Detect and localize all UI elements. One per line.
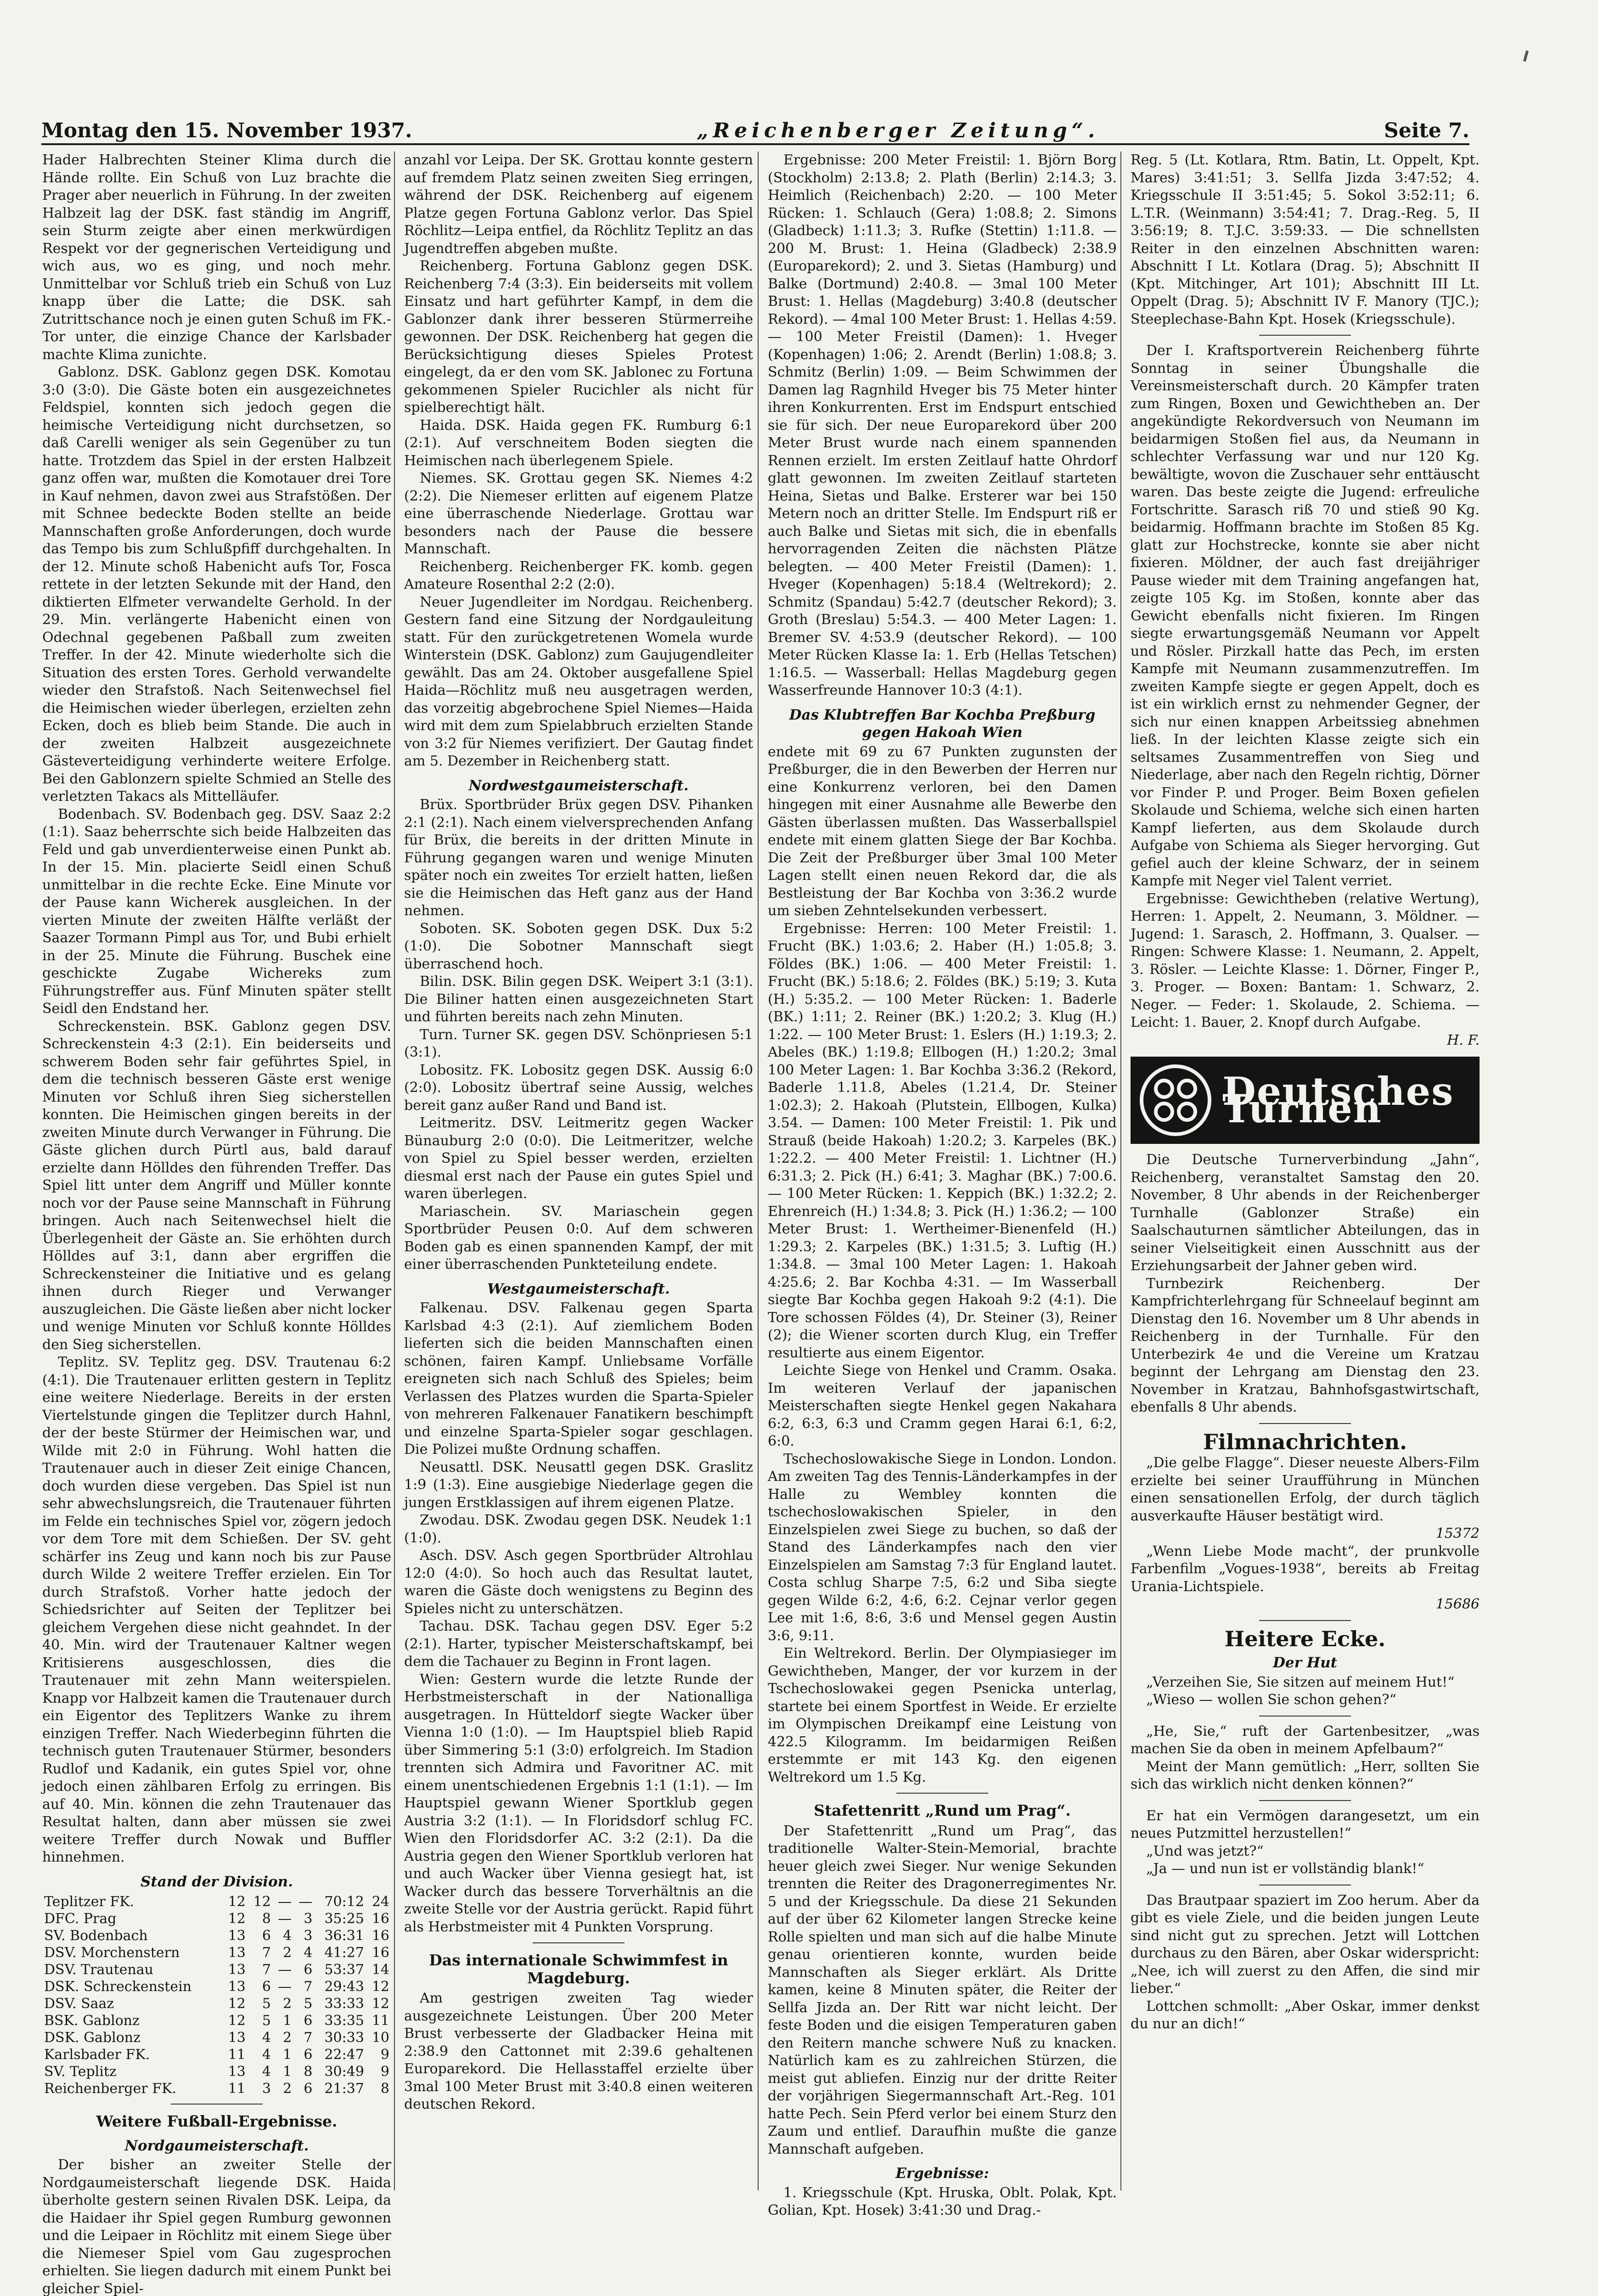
article-text: Am gestrigen zweiten Tag wieder ausgezeichnete Leistungen. Über 200 Meter Brust verbesserte der Gladbacker Heina mit 2:38.9 den Cattonnet mit 2:39.6 gehaltenen Europarekord. Die Hellasstaffel erzielte über 3mal 100 Meter Brust mit 3:40.8 einen weiteren deutschen Rekord. xyxy=(404,1990,753,2112)
division-table xyxy=(42,1893,391,2097)
article-text: Brüx. Sportbrüder Brüx gegen DSV. Pihanken 2:1 (2:1). Nach einem vielversprechenden Anfang für Brüx, die bereits in der dritten Minute in Führung gegangen waren und wenige Minuten später noch ein zweites Tor erzielt hatten, ließen sie die Heimischen das Heft ganz aus der Hand nehmen. xyxy=(404,797,753,919)
table-row xyxy=(42,2012,391,2029)
article-text: Schreckenstein. BSK. Gablonz gegen DSV. Schreckenstein 4:3 (2:1). Ein beiderseits und schwerem Boden sehr fair geführtes Spiel, in dem die technisch besseren Gäste erst wenige Minuten vor Schluß ihren Sieg sicherstellen konnten. Die Heimischen gingen bereits in der zweiten Minute durch Verwanger in Führung. Die Gäste glichen durch Pürtl aus, bald darauf erzielte dann Hölldes den führenden Treffer. Das Spiel litt unter dem Angriff und Müller konnte noch vor der Pause seine Mannschaft in Führung bringen. Auch nach Seitenwechsel hielt die Überlegenheit der Gäste an. Sie erhöhten durch Hölldes auf 3:1, dann aber ergriffen die Schreckensteiner die Initiative und es gelang ihnen durch Rieger und Verwanger auszugleichen. Die Gäste ließen aber nicht locker und wenige Minuten vor Schluß konnte Hölldes den Sieg sicherstellen. xyxy=(42,1018,391,1353)
ad-number: 15372 xyxy=(1435,1525,1480,1542)
table-cell: 21:37 xyxy=(324,2081,364,2097)
article-text: Zwodau. DSK. Zwodau gegen DSK. Neudek 1:1 (1:0). xyxy=(404,1512,753,1546)
table-cell: 35:25 xyxy=(324,1911,364,1927)
team-name: DSV. Morchenstern xyxy=(44,1945,180,1961)
team-name: BSK. Gablonz xyxy=(44,2013,140,2029)
article-text: Lobositz. FK. Lobositz gegen DSK. Aussig 6:0 (2:0). Lobositz übertraf seine Aussig, welches bereit ganz außer Rand und Band ist. xyxy=(404,1062,753,1114)
section-subheading: Das Klubtreffen Bar Kochba Preßburg gegen Hakoah Wien xyxy=(789,706,1096,741)
table-cell: 13 xyxy=(228,2064,246,2080)
team-name: DSK. Schreckenstein xyxy=(44,1979,192,1995)
article-text: Reg. 5 (Lt. Kotlara, Rtm. Batin, Lt. Oppelt, Kpt. Mares) 3:41:51; 3. Sellfa Jizda 3:47:52; 4. Kriegsschule II 3:51:45; 5. Sokol 3:52:11; 6. L.T.R. (Weinmann) 3:54:41; 7. Drag.-Reg. 5, II 3:56:19; 8. T.J.C. 3:59:33. — Die schnellsten Reiter in den einzelnen Abschnitten waren: Abschnitt I Lt. Kotlara (Drag. 5); Abschnitt II (Kpt. Mitchinger, Art 101); Abschnitt III Lt. Oppelt (Drag. 5); Abschnitt IV F. Manory (TJC.); Steeplechase-Bahn Kpt. Hosek (Kriegsschule). xyxy=(1131,152,1480,327)
separator xyxy=(171,2104,263,2105)
table-cell: 13 xyxy=(228,1962,246,1978)
deutsches-turnen-banner xyxy=(1131,1057,1480,1144)
article-text: Falkenau. DSV. Falkenau gegen Sparta Karlsbad 4:3 (2:1). Auf ziemlichem Boden lieferten sich die beiden Mannschaften einen schönen, fairen Kampf. Unliebsame Vorfälle ereigneten sich nach Schluß des Spieles; beim Verlassen des Platzes wurden die Sparta-Spieler von mehreren Falkenauer Fanatikern beschimpft und einzelne Sparta-Spieler sogar geschlagen. Die Polizei mußte Ordnung schaffen. xyxy=(404,1300,753,1458)
section-heading: Stafettenritt „Rund um Prag“. xyxy=(814,1801,1071,1819)
table-cell: 1 xyxy=(283,2047,292,2063)
table-cell: 6 xyxy=(262,1928,271,1944)
table-row xyxy=(42,1927,391,1944)
table-cell: 12 xyxy=(253,1894,271,1910)
table-cell: 3 xyxy=(304,1928,313,1944)
table-cell: 13 xyxy=(228,1928,246,1944)
banner-title: Deutsches Turnen xyxy=(1222,1068,1454,1131)
article-text: Teplitz. SV. Teplitz geg. DSV. Trautenau 6:2 (4:1). Die Trautenauer erlitten gestern in Teplitz eine weitere Niederlage. Bereits in der ersten Viertelstunde gingen die Teplitzer durch Hahnl, der der beste Stürmer der Heimischen war, und Wilde mit 2:0 in Führung. Wohl hatten die Trautenauer auch in dieser Zeit einige Chancen, doch wurden diese vergeben. Das Spiel ist nun sehr abwechslungsreich, die Trautenauer führten im Felde ein technisches Spiel vor, zögern jedoch vor dem Tore mit dem Schießen. Der SV. geht schärfer ins Zeug und kann noch bis zur Pause durch Wilde 2 weitere Treffer erzielen. Ein Tor durch Strafstoß. Vorher hatte jedoch der Schiedsrichter auf Seiten der Teplitzer bei gleichem Vergehen diese nicht geahndet. In der 40. Min. wird der Trautenauer Kaltner wegen Kritisierens ausgeschlossen, dies die Trautenauer mit zehn Mann weiterspielen. Knapp vor Halbzeit kamen die Trautenauer durch ein Eigentor des Teplitzers Wanke zu ihrem einzigen Treffer. Nach Wiederbeginn führten die technisch guten Trautenauer Stürmer, besonders Rudlof und Kadanik, ein gutes Spiel vor, ohne jedoch einen zählbaren Erfolg zu erringen. Bis auf 40. Min. können die zehn Trautenauer das Resultat halten, dann aber müssen sie zwei weitere Treffer durch Nowak und Buffler hinnehmen. xyxy=(42,1354,391,1865)
article-text: Ergebnisse: 200 Meter Freistil: 1. Björn Borg (Stockholm) 2:13.8; 2. Plath (Berlin) 2:14.3; 3. Heimlich (Reichenbach) 2:20. — 100 Meter Rücken: 1. Schlauch (Gera) 1:08.8; 2. Simons (Gladbeck) 1:11.3; 3. Rufke (Stettin) 1:11.8. — 200 M. Brust: 1. Heina (Gladbeck) 2:38.9 (Europarekord); 2. und 3. Sietas (Hamburg) und Balke (Dortmund) 2:40.8. — 3mal 100 Meter Brust: 1. Hellas (Magdeburg) 3:40.8 (deutscher Rekord). — 4mal 100 Meter Brust: 1. Hellas 4:59. — 100 Meter Freistil (Damen): 1. Hveger (Kopenhagen) 1:06; 2. Arendt (Berlin) 1:08.8; 3. Schmitz (Berlin) 1:09. — Beim Schwimmen der Damen lag Ragnhild Hveger bis 75 Meter hinter ihren Konkurrenten. Erst im Endspurt entschied sie für sich. Der neue Europarekord über 200 Meter Brust wurde nach einem spannenden Rennen erzielt. Im ersten Zeitlauf hatte Ohrdorf glatt gewonnen. Im zweiten Zeitlauf starteten Heina, Sietas und Balke. Ersterer war bei 150 Metern noch an dritter Stelle. Im Endspurt riß er auch Balke und Sietas mit sich, die in ebenfalls hervorragenden Zeiten die nächsten Plätze belegten. — 400 Meter Freistil (Damen): 1. Hveger (Kopenhagen) 5:18.4 (Weltrekord); 2. Schmitz (Spandau) 5:42.7 (deutscher Rekord); 3. Groth (Breslau) 5:54.3. — 400 Meter Lagen: 1. Bremer SV. 4:53.9 (deutscher Rekord). — 100 Meter Rücken Klasse Ia: 1. Erb (Hellas Tetschen) 1:16.5. — Wasserball: Hellas Magdeburg gegen Wasserfreunde Hannover 10:3 (4:1). xyxy=(768,152,1117,698)
article-text: 1. Kriegsschule (Kpt. Hruska, Oblt. Polak, Kpt. Golian, Kpt. Hosek) 3:41:30 und Drag.- xyxy=(768,2184,1117,2218)
page-number: Seite 7. xyxy=(1384,119,1469,142)
section-subheading: Der Hut xyxy=(1273,1654,1337,1671)
table-cell: 12 xyxy=(228,2013,246,2029)
table-cell: 24 xyxy=(371,1894,389,1910)
table-cell: 13 xyxy=(228,1979,246,1995)
table-cell: 41:27 xyxy=(324,1945,364,1961)
column-4 xyxy=(1131,152,1480,2209)
section-subheading: Ergebnisse: xyxy=(895,2165,989,2182)
table-cell: 6 xyxy=(262,1979,271,1995)
table-title: Stand der Division. xyxy=(140,1873,293,1890)
turner-cross-icon xyxy=(1140,1064,1211,1136)
separator xyxy=(1259,335,1351,336)
table-cell: 6 xyxy=(304,1962,313,1978)
article-text: Asch. DSV. Asch gegen Sportbrüder Altrohlau 12:0 (4:0). So hoch auch das Resultat lautet, waren die Gäste doch wenigstens zu Beginn des Spieles nicht zu unterschätzen. xyxy=(404,1548,753,1617)
joke-text: „Ja — und nun ist er vollständig blank!“ xyxy=(1146,1861,1424,1877)
joke-text: „Verzeihen Sie, Sie sitzen auf meinem Hut!“ xyxy=(1146,1674,1455,1690)
section-subheading: Nordgaumeisterschaft. xyxy=(124,2137,309,2154)
table-cell: 12 xyxy=(228,1996,246,2012)
section-subheading: Nordwestgaumeisterschaft. xyxy=(468,777,689,794)
table-cell: 16 xyxy=(371,1911,389,1927)
joke-text: „Und was jetzt?“ xyxy=(1146,1843,1264,1859)
article-text: anzahl vor Leipa. Der SK. Grottau konnte gestern auf fremdem Platz seinen zweiten Sieg erringen, während der DSK. Reichenberg auf eigenem Platze gegen Fortuna Gablonz verlor. Das Spiel Röchlitz—Leipa entfiel, da Röchlitz Teplitz an das Jugendtreffen abgeben mußte. xyxy=(404,152,753,257)
article-text: Neusattl. DSK. Neusattl gegen DSK. Graslitz 1:9 (1:3). Eine ausgiebige Niederlage gegen die jungen Erstklassigen auf ihrem eigenen Platze. xyxy=(404,1459,753,1511)
table-cell: 4 xyxy=(262,2064,271,2080)
article-text: „Die gelbe Flagge“. Dieser neueste Albers-Film erzielte bei seiner Uraufführung in München einen sensationellen Erfolg, der durch täglich ausverkaufte Häuser bestätigt wird. xyxy=(1131,1455,1480,1524)
table-cell: 11 xyxy=(228,2047,246,2063)
table-cell: 29:43 xyxy=(324,1979,364,1995)
table-cell: 14 xyxy=(371,1962,389,1978)
masthead xyxy=(41,106,1469,142)
article-text: Reichenberg. Reichenberger FK. komb. gegen Amateure Rosenthal 2:2 (2:0). xyxy=(404,558,753,592)
table-cell: 2 xyxy=(283,1945,292,1961)
team-name: DSV. Trautenau xyxy=(44,1962,153,1978)
joke-text: „Wieso — wollen Sie schon gehen?“ xyxy=(1146,1692,1396,1708)
section-heading: Heitere Ecke. xyxy=(1224,1626,1386,1651)
table-cell: 12 xyxy=(371,1979,389,1995)
table-cell: 33:33 xyxy=(324,1996,364,2012)
joke-text: Lottchen schmollt: „Aber Oskar, immer denkst du nur an dich!“ xyxy=(1131,1998,1480,2032)
table-cell: 6 xyxy=(304,2081,313,2097)
table-cell: — xyxy=(278,1979,292,1995)
article-text: Niemes. SK. Grottau gegen SK. Niemes 4:2 (2:2). Die Niemeser erlitten auf eigenem Platze eine überraschende Niederlage. Grottau war besonders nach der Pause die bessere Mannschaft. xyxy=(404,470,753,557)
section-subheading: Westgaumeisterschaft. xyxy=(487,1280,670,1297)
table-cell: 16 xyxy=(371,1945,389,1961)
table-row xyxy=(42,1944,391,1961)
article-text: Gablonz. DSK. Gablonz gegen DSK. Komotau 3:0 (3:0). Die Gäste boten ein ausgezeichnetes Feldspiel, konnten sich jedoch gegen die heimische Verteidigung nicht durchsetzen, so daß Carelli weniger als sein Gegenüber zu tun hatte. Trotzdem das Spiel in der ersten Halbzeit ganz offen war, mußten die Komotauer drei Tore in Kauf nehmen, davon zwei aus Strafstößen. Der mit Schnee bedeckte Boden stellte an beide Mannschaften große Anforderungen, doch wurde das Tempo bis zum Schlußpfiff durchgehalten. In der 12. Minute schoß Habenicht aufs Tor, Fosca rettete in der letzten Sekunde mit der Hand, den diktierten Elfmeter verwandelte Gerhold. In der 29. Min. verlängerte Habenicht einen von Odechnal gegebenen Paßball zum zweiten Treffer. In der 42. Minute wiederholte sich die Situation des ersten Tores. Gerhold verwandelte wieder den Strafstoß. Nach Seitenwechsel fiel die Heimischen wieder überlegen, erzielten zehn Ecken, doch es blieb beim Stande. Die auch in der zweiten Halbzeit ausgezeichnete Gästeverteidigung verhinderte weitere Erfolge. Bei den Gablonzern spielte Schmied an Stelle des verletzten Takacs als Mittelläufer. xyxy=(42,364,391,805)
table-row xyxy=(42,2046,391,2063)
table-cell: 7 xyxy=(262,1945,271,1961)
article-text: Die Deutsche Turnerverbindung „Jahn“, Reichenberg, veranstaltet Samstag den 20. November, 8 Uhr abends in der Reichenberger Turnhalle (Gablonzer Straße) ein Saalschauturnen sämtlicher Abteilungen, das in seiner Vielseitigkeit einen Ausschnitt aus der Erziehungsarbeit der Jahner geben wird. xyxy=(1131,1152,1480,1274)
table-cell: 2 xyxy=(283,1996,292,2012)
separator xyxy=(1259,1423,1351,1424)
article-text: Turn. Turner SK. gegen DSV. Schönpriesen 5:1 (3:1). xyxy=(404,1026,753,1060)
separator xyxy=(1259,1800,1351,1801)
author-initials: H. F. xyxy=(1447,1032,1480,1048)
table-cell: 53:37 xyxy=(324,1962,364,1978)
team-name: DSV. Saaz xyxy=(44,1996,114,2012)
masthead-rule xyxy=(41,143,1469,145)
article-text: endete mit 69 zu 67 Punkten zugunsten der Preßburger, die in den Bewerben der Herren nur eine Konkurrenz verloren, bei den Damen hingegen mit einer Ausnahme alle Bewerbe den Gästen überlassen mußten. Das Wasserballspiel endete mit einem glatten Siege der Bar Kochba. Die Zeit der Preßburger über 3mal 100 Meter Lagen stellt einen neuen Rekord dar, die als Bestleistung der Bar Kochba von 3:36.2 wurde um sieben Zehntelsekunden verbessert. xyxy=(768,743,1117,919)
article-text: Der I. Kraftsportverein Reichenberg führte Sonntag in seiner Übungshalle die Vereinsmeisterschaft durch. 20 Kämpfer traten zum Ringen, Boxen und Gewichtheben an. Der angekündigte Rekordversuch von Neumann im beidarmigen Stoßen fiel aus, da Neumann in schlechter Verfassung war und nur 120 Kg. bewältigte, wovon die Zuschauer sehr enttäuscht waren. Das beste zeigte die Jugend: erfreuliche Fortschritte. Sarasch riß 70 und stieß 90 Kg. beidarmig. Hoffmann brachte im Stoßen 85 Kg. glatt zur Hochstrecke, konnte sie aber nicht fixieren. Möldner, der auch fast dreijähriger Pause wieder mit dem Training angefangen hat, zeigte 105 Kg. im Stoßen, konnte aber das Gewicht ebenfalls nicht fixieren. Im Ringen siegte erwartungsgemäß Neumann vor Appelt und Rösler. Pirzkall hatte das Pech, im ersten Kampfe mit Neumann zusammenzutreffen. Im zweiten Kampfe siegte er gegen Appelt, doch es ist ein wirklich ernst zu nehmender Gegner, der sich nur einen knappen Arbeitssieg abnehmen ließ. In der leichten Klasse zeigte sich ein seltsames Zusammentreffen von Sieg und Niederlage, aber nach den Regeln richtig, Dörner vor Finder P. und Proger. Beim Boxen gefielen Skolaude und Schiema, welche sich einen harten Kampf lieferten, aus dem Skolaude durch Aufgabe von Schiema als Sieger hervorging. Gut gefiel auch der kleine Schwarz, der in seinem Kampfe mit Neger viel Talent verriet. xyxy=(1131,343,1480,889)
joke-text: „He, Sie,“ ruft der Gartenbesitzer, „was machen Sie da oben in meinem Apfelbaum?“ xyxy=(1131,1723,1480,1757)
article-text: Neuer Jugendleiter im Nordgau. Reichenberg. Gestern fand eine Sitzung der Nordgauleitung statt. Für den zurückgetretenen Womela wurde Winterstein (DSK. Gablonz) zum Gaujugendleiter gewählt. Das am 24. Oktober ausgefallene Spiel Haida—Röchlitz muß neu ausgetragen werden, das vorzeitig abgebrochene Spiel Niemes—Haida wird mit dem zum Spielabbruch erzielten Stande von 3:2 für Niemes verifiziert. Der Gautag findet am 5. Dezember in Reichenberg statt. xyxy=(404,594,753,769)
team-name: SV. Bodenbach xyxy=(44,1928,148,1944)
table-cell: — xyxy=(298,1894,313,1910)
ad-number: 15686 xyxy=(1435,1596,1480,1612)
article-text: Der Stafettenritt „Rund um Prag“, das traditionelle Walter-Stein-Memorial, brachte heuer gleich zwei Sieger. Nur wenige Sekunden trennten die Reiter des Dragonerregimentes Nr. 5 und der Kriegsschule. Da diese 21 Sekunden auf der über 62 Kilometer langen Strecke keine Rolle spielten und man sich auf die halbe Minute genau orientieren konnte, wurden beide Mannschaften als Sieger erklärt. Als Dritte kamen, keine 8 Minuten später, die Reiter der Sellfa Jizda an. Der Ritt war nicht leicht. Der feste Boden und die eisigen Temperaturen gaben den Reitern manche schwere Nuß zu knacken. Natürlich kam es zu zahlreichen Stürzen, die meist gut abliefen. Einzig nur der dritte Reiter der vorjährigen Siegermannschaft Art.-Reg. 101 hatte Pech. Sein Pferd verlor bei einem Sturz den Zaum und entlief. Daraufhin mußte die ganze Mannschaft aufgeben. xyxy=(768,1823,1117,2157)
table-cell: 7 xyxy=(262,1962,271,1978)
column-rule xyxy=(758,152,759,2190)
table-cell: 30:33 xyxy=(324,2030,364,2046)
separator xyxy=(533,1942,625,1943)
table-cell: 9 xyxy=(380,2047,389,2063)
article-text: Hader Halbrechten Steiner Klima durch die Hände rollte. Ein Schuß von Luz brachte die Prager aber neuerlich in Führung. In der zweiten Halbzeit lag der DSK. fast ständig im Angriff, sein Sturm zeigte aber einen merkwürdigen Respekt vor der gegnerischen Verteidigung und wich aus, wo es ging, und noch mehr. Unmittelbar vor Schluß trieb ein Schuß von Luz knapp über die Latte; die DSK. sah Zutrittschance noch je einen guten Schuß im FK.-Tor unter, die einzige Chance der Karlsbader machte Klima zunichte. xyxy=(42,152,391,363)
table-row xyxy=(42,2029,391,2046)
table-cell: 30:49 xyxy=(324,2064,364,2080)
table-cell: — xyxy=(278,1911,292,1927)
issue-date: Montag den 15. November 1937. xyxy=(41,119,412,142)
joke-text: Das Brautpaar spaziert im Zoo herum. Aber da gibt es viele Ziele, und die beiden jungen Leute sind nicht gut zu sprechen. Jetzt will Lottchen durchaus zu den Bären, aber Oskar widerspricht: „Nee, ich will zuerst zu den Affen, die sind mir lieber.“ xyxy=(1131,1892,1480,1997)
column-rule xyxy=(394,152,395,2190)
column-rule xyxy=(1120,152,1121,2190)
article-text: Haida. DSK. Haida gegen FK. Rumburg 6:1 (2:1). Auf verschneitem Boden siegten die Heimischen nach überlegenem Spiele. xyxy=(404,417,753,469)
table-cell: 1 xyxy=(283,2013,292,2029)
article-text: Mariaschein. SV. Mariaschein gegen Sportbrüder Peusen 0:0. Auf dem schweren Boden gab es einen spannenden Kampf, der mit einer überraschenden Punkteteilung endete. xyxy=(404,1203,753,1272)
article-text: Reichenberg. Fortuna Gablonz gegen DSK. Reichenberg 7:4 (3:3). Ein beiderseits mit vollem Einsatz und hart geführter Kampf, in dem die Gablonzer dank ihrer besseren Stürmerreihe gewonnen. Der DSK. Reichenberg hat gegen die Berücksichtigung dieses Spieles Protest eingelegt, da er den vom SK. Jablonec zu Fortuna gekommenen Spieler Rucichler als nicht für spielberechtigt hält. xyxy=(404,258,753,416)
table-cell: 2 xyxy=(283,2081,292,2097)
table-cell: 13 xyxy=(228,2030,246,2046)
section-heading: Filmnachrichten. xyxy=(1203,1429,1407,1454)
table-cell: 12 xyxy=(371,1996,389,2012)
article-text: Der bisher an zweiter Stelle der Nordgaumeisterschaft liegende DSK. Haida überholte gestern seinen Rivalen DSK. Leipa, da die Haidaer ihr Spiel gegen Rumburg gewonnen und die Leipaer in Röchlitz mit einem Siege über die Niemeser Spiel vom Gau zugesprochen erhielten. Sie liegen dadurch mit einem Punkt bei gleicher Spiel- xyxy=(42,2157,391,2296)
table-cell: 5 xyxy=(262,2013,271,2029)
separator xyxy=(896,1793,988,1794)
table-cell: — xyxy=(278,1962,292,1978)
table-cell: 12 xyxy=(228,1894,246,1910)
table-cell: 5 xyxy=(304,1996,313,2012)
table-cell: 7 xyxy=(304,2030,313,2046)
article-text: Bilin. DSK. Bilin gegen DSK. Weipert 3:1 (3:1). Die Biliner hatten einen ausgezeichneten Start und führten bereits nach zehn Minuten. xyxy=(404,974,753,1025)
table-cell: 2 xyxy=(283,2030,292,2046)
table-cell: 8 xyxy=(380,2081,389,2097)
table-row xyxy=(42,2080,391,2097)
table-cell: 6 xyxy=(304,2047,313,2063)
team-name: Karlsbader FK. xyxy=(44,2047,150,2063)
table-cell: 11 xyxy=(228,2081,246,2097)
table-row xyxy=(42,1978,391,1995)
article-text: Ein Weltrekord. Berlin. Der Olympiasieger im Gewichtheben, Manger, der vor kurzem in der Tschechoslowakei gegen Psenicka unterlag, startete bei einem Sportfest in Weide. Er erzielte im Olympischen Dreikampf eine Leistung von 422.5 Kilogramm. Im beidarmigen Reißen erstemmte er mit 143 Kg. den eigenen Weltrekord um 1.5 Kg. xyxy=(768,1645,1117,1785)
article-text: Leitmeritz. DSV. Leitmeritz gegen Wacker Bünauburg 2:0 (0:0). Die Leitmeritzer, welche von Spiel zu Spiel besser werden, erzielten diesmal erst nach der Pause ein gutes Spiel und waren überlegen. xyxy=(404,1115,753,1202)
team-name: DFC. Prag xyxy=(44,1911,117,1927)
section-heading: Das internationale Schwimmfest in Magdeburg. xyxy=(429,1951,728,1987)
table-cell: 5 xyxy=(262,1996,271,2012)
table-cell: 3 xyxy=(304,1911,313,1927)
table-cell: 6 xyxy=(304,2013,313,2029)
article-text: Leichte Siege von Henkel und Cramm. Osaka. Im weiteren Verlauf der japanischen Meisterschaften siegte Henkel gegen Nakahara 6:2, 6:3, 6:3 und Cramm gegen Harai 6:1, 6:2, 6:0. xyxy=(768,1362,1117,1449)
article-text: Tschechoslowakische Siege in London. London. Am zweiten Tag des Tennis-Länderkampfes in der Halle zu Wembley konnten die tschechoslowakischen Spieler, in den Einzelspielen zwei Siege zu buchen, so daß der Stand des Länderkampfes nach den vier Einzelspielen am Samstag 7:3 für England lautet. Costa schlug Sharpe 7:5, 6:2 und Siba siegte gegen Wilde 6:2, 4:6, 6:2. Cejnar verlor gegen Lee mit 1:6, 8:6, 3:6 und Mensel gegen Austin 3:6, 9:11. xyxy=(768,1451,1117,1644)
team-name: Teplitzer FK. xyxy=(44,1894,135,1910)
table-cell: — xyxy=(278,1894,292,1910)
joke-text: Meint der Mann gemütlich: „Herr, sollten Sie sich das wirklich nicht denken können?“ xyxy=(1131,1758,1480,1792)
table-cell: 8 xyxy=(262,1911,271,1927)
table-row xyxy=(42,1893,391,1910)
table-cell: 4 xyxy=(262,2047,271,2063)
article-text: Soboten. SK. Soboten gegen DSK. Dux 5:2 (1:0). Die Sobotner Mannschaft siegt überraschend hoch. xyxy=(404,920,753,972)
table-cell: 33:35 xyxy=(324,2013,364,2029)
table-cell: 12 xyxy=(228,1911,246,1927)
table-cell: 7 xyxy=(304,1979,313,1995)
column-3 xyxy=(768,152,1117,2218)
article-text: Ergebnisse: Herren: 100 Meter Freistil: 1. Frucht (BK.) 1:03.6; 2. Haber (H.) 1:05.8; 3. Földes (BK.) 1:06. — 400 Meter Freistil: 1. Frucht (BK.) 5:18.6; 2. Földes (BK.) 5:19; 3. Kuta (H.) 5:35.2. — 100 Meter Rücken: 1. Baderle (BK.) 1:11; 2. Reiner (BK.) 1:20.2; 3. Klug (H.) 1:22. — 100 Meter Brust: 1. Eslers (H.) 1:19.3; 2. Abeles (BK.) 1:19.8; Ellbogen (H.) 1:20.2; 3mal 100 Meter Lagen: 1. Bar Kochba 3:36.2 (Rekord, Baderle 1.11.8, Abeles (1.21.4, Dr. Steiner 1:02.3); 2. Hakoah (Plutstein, Ellbogen, Kulka) 3.54. — Damen: 100 Meter Freistil: 1. Pik und Strauß (beide Hakoah) 1:20.2; 3. Karpeles (BK.) 1:22.2. — 400 Meter Freistil: 1. Lichtner (H.) 6:31.3; 2. Pick (H.) 6:41; 3. Maghar (BK.) 7:00.6. — 100 Meter Rücken: 1. Keppich (BK.) 1:32.2; 2. Ehrenreich (H.) 1:34.8; 3. Pick (H.) 1:36.2; — 100 Meter Brust: 1. Wertheimer-Bienenfeld (H.) 1:29.3; 2. Karpeles (BK.) 1:31.5; 3. Luftig (H.) 1:34.8. — 3mal 100 Meter Lagen: 1. Hakoah 4:25.6; 2. Bar Kochba 4:31. — Im Wasserball siegte Bar Kochba gegen Hakoah 9:2 (4:1). Die Tore schossen Földes (4), Dr. Steiner (3), Reiner (2); die Wiener scorten durch Klug, ein Treffer resultierte aus einem Eigentor. xyxy=(768,920,1117,1361)
team-name: SV. Teplitz xyxy=(44,2064,117,2080)
table-cell: 9 xyxy=(380,2064,389,2080)
article-text: Turnbezirk Reichenberg. Der Kampfrichterlehrgang für Schneelauf beginnt am Dienstag den 16. November um 8 Uhr abends in Reichenberg in der Turnhalle. Für den Unterbezirk 4e und die Vereine um Kratzau beginnt der Lehrgang am Dienstag den 23. November in Kratzau, Bahnhofsgastwirtschaft, ebenfalls 8 Uhr abends. xyxy=(1131,1275,1480,1415)
table-cell: 22:47 xyxy=(324,2047,364,2063)
table-cell: 70:12 xyxy=(324,1894,364,1910)
table-cell: 10 xyxy=(371,2030,389,2046)
table-row xyxy=(42,1961,391,1978)
table-cell: 1 xyxy=(283,2064,292,2080)
table-cell: 36:31 xyxy=(324,1928,364,1944)
table-row xyxy=(42,2063,391,2080)
team-name: Reichenberger FK. xyxy=(44,2081,177,2097)
page-mark xyxy=(1523,51,1529,62)
newspaper-title: „Reichenberger Zeitung“. xyxy=(697,119,1100,142)
table-cell: 16 xyxy=(371,1928,389,1944)
table-row xyxy=(42,1910,391,1927)
team-name: DSK. Gablonz xyxy=(44,2030,141,2046)
article-text: Ergebnisse: Gewichtheben (relative Wertung), Herren: 1. Appelt, 2. Neumann, 3. Möldner. — Jugend: 1. Sarasch, 2. Hoffmann, 3. Qualser. — Ringen: Schwere Klasse: 1. Neumann, 2. Appelt, 3. Rösler. — Leichte Klasse: 1. Dörner, Finger P., 3. Proger. — Boxen: Bantam: 1. Schwarz, 2. Neger. — Feder: 1. Skolaude, 2. Schiema. — Leicht: 1. Bauer, 2. Knopf durch Aufgabe. xyxy=(1131,890,1480,1030)
joke-text: Er hat ein Vermögen darangesetzt, um ein neues Putzmittel herzustellen!“ xyxy=(1131,1807,1480,1841)
article-text: Tachau. DSK. Tachau gegen DSV. Eger 5:2 (2:1). Harter, typischer Meisterschaftskampf, bei dem die Tachauer zu Beginn in Front lagen. xyxy=(404,1618,753,1670)
table-cell: 4 xyxy=(283,1928,292,1944)
table-cell: 13 xyxy=(228,1945,246,1961)
column-2 xyxy=(404,152,753,2209)
table-cell: 11 xyxy=(371,2013,389,2029)
separator xyxy=(1259,1620,1351,1621)
table-cell: 3 xyxy=(262,2081,271,2097)
article-text: „Wenn Liebe Mode macht“, der prunkvolle Farbenfilm „Vogues-1938“, bereits ab Freitag Urania-Lichtspiele. xyxy=(1131,1543,1480,1595)
section-heading: Weitere Fußball-Ergebnisse. xyxy=(96,2112,338,2130)
table-cell: 8 xyxy=(304,2064,313,2080)
table-row xyxy=(42,1995,391,2012)
column-1 xyxy=(42,152,391,2296)
table-cell: 4 xyxy=(262,2030,271,2046)
article-text: Wien: Gestern wurde die letzte Runde der Herbstmeisterschaft in der Nationalliga ausgetragen. In Hütteldorf siegte Wacker über Vienna 1:0 (1:0). — Im Hauptspiel blieb Rapid über Simmering 5:1 (3:0) erfolgreich. Im Stadion trennten sich Admira und Favoritner AC. mit einem unentschiedenen Ergebnis 1:1 (1:1). — Im Hauptspiel gewann Wiener Sportklub gegen Austria 3:2 (1:1). — In Floridsdorf schlug FC. Wien den Floridsdorfer AC. 3:2 (2:1). Da die Austria gegen den Wiener Sportklub verloren hat und auch Wacker über Vienna gesiegt hat, ist Wacker durch das bessere Torverhältnis an die zweite Stelle vor der Austria gerückt. Rapid führt als Herbstmeister mit 4 Punkten Vorsprung. xyxy=(404,1671,753,1935)
table-cell: 4 xyxy=(304,1945,313,1961)
article-text: Bodenbach. SV. Bodenbach geg. DSV. Saaz 2:2 (1:1). Saaz beherrschte sich beide Halbzeiten das Feld und gab unverdienterweise einen Punkt ab. In der 15. Min. placierte Seidl einen Schuß unmittelbar in die rechte Ecke. Eine Minute vor der Pause kann Wicherek ausgleichen. In der vierten Minute der zweiten Hälfte verläßt der Saazer Tormann Pimpl aus Tor, und Bubi erhielt in der 25. Minute die Führung. Buschek eine geschickte Zugabe Wichereks zum Führungstreffer aus. Fünf Minuten später stellt Seidl den Endstand her. xyxy=(42,806,391,1017)
